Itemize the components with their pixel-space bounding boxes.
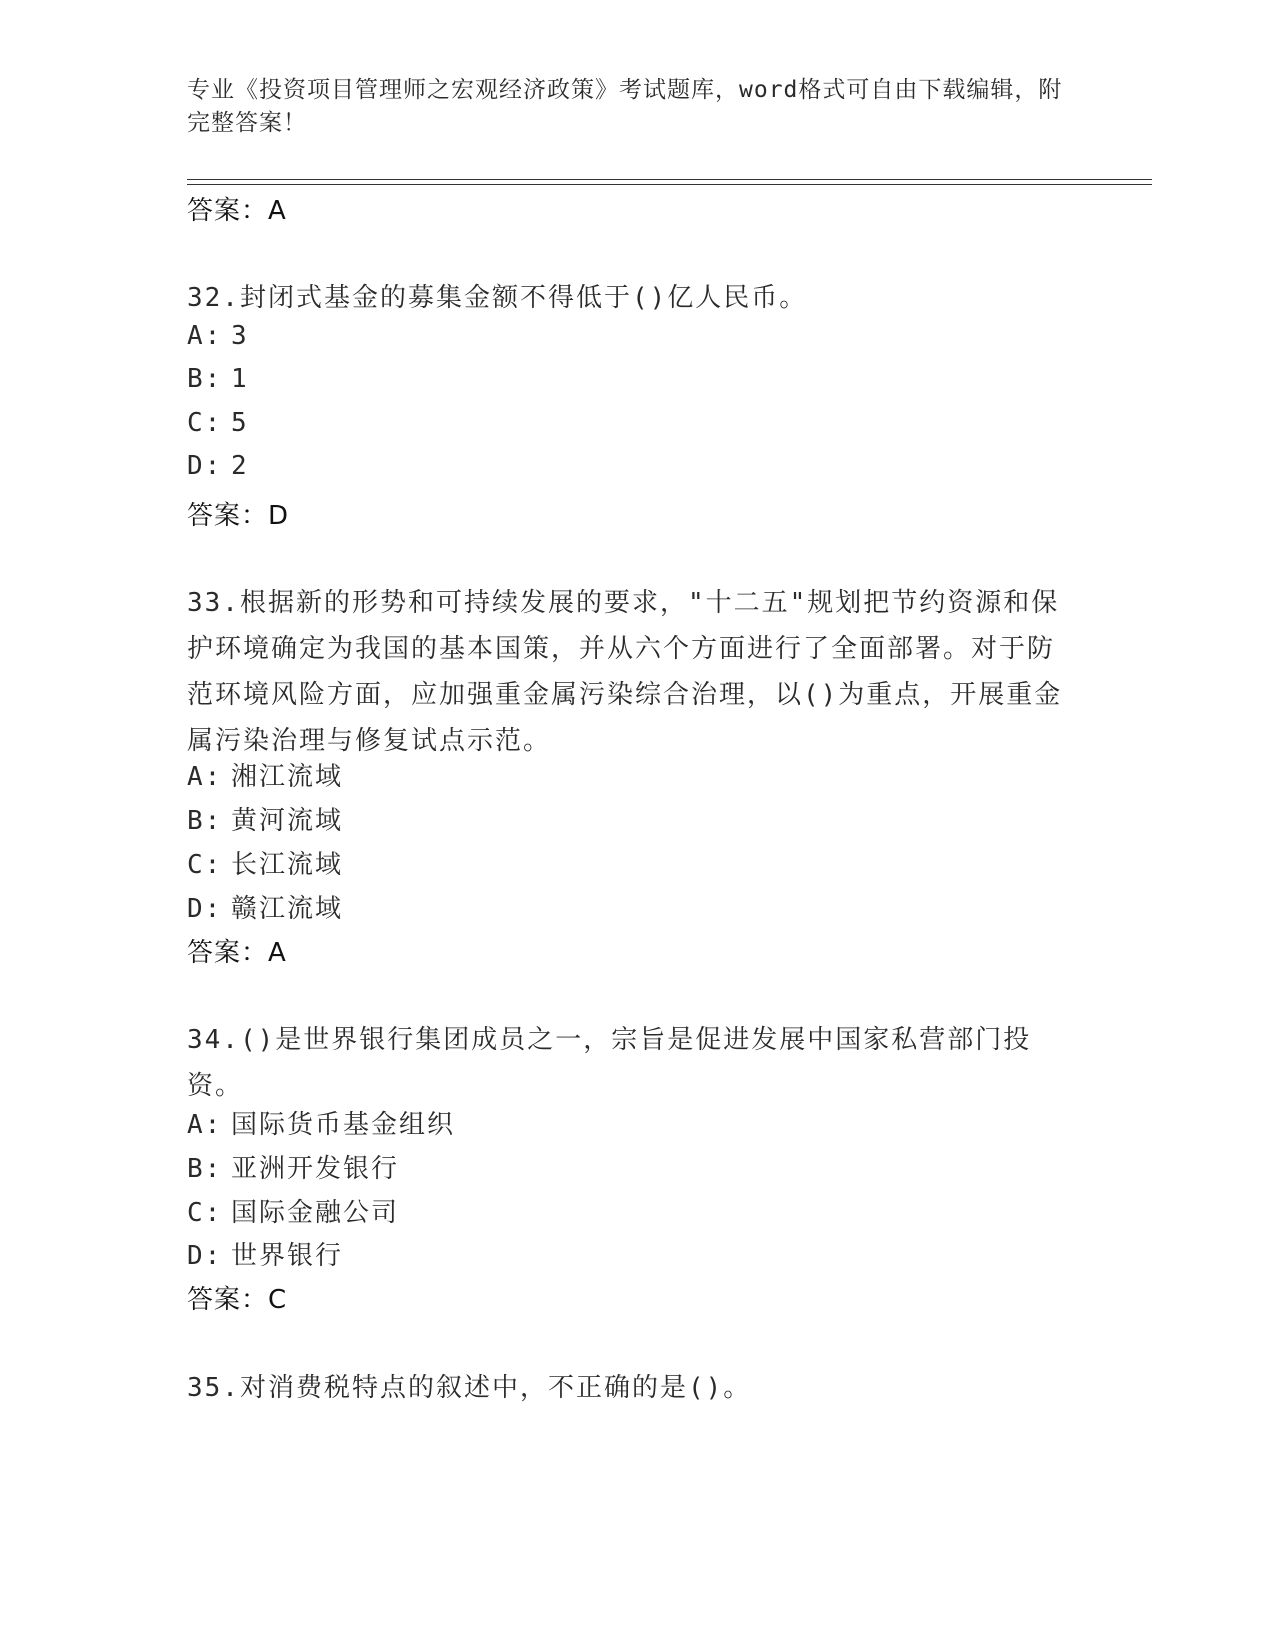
question-32-answer: 答案：D xyxy=(187,501,290,531)
question-32-option-a: A: 3 xyxy=(187,321,249,351)
question-33-answer: 答案：A xyxy=(187,938,287,968)
question-33-option-b: B: 黄河流域 xyxy=(187,806,344,836)
question-34-option-c: C: 国际金融公司 xyxy=(187,1198,400,1228)
header-divider-second xyxy=(187,184,1152,185)
question-33-option-a: A: 湘江流域 xyxy=(187,762,344,792)
question-33-option-d: D: 赣江流域 xyxy=(187,894,344,924)
document-header: 专业《投资项目管理师之宏观经济政策》考试题库，word格式可自由下载编辑，附完整答案！ xyxy=(187,77,1063,136)
answer-label: 答案：A xyxy=(187,196,287,226)
question-32-option-d: D: 2 xyxy=(187,451,249,481)
question-32-option-b: B: 1 xyxy=(187,364,249,394)
question-32-text: 32.封闭式基金的募集金额不得低于()亿人民币。 xyxy=(187,283,808,313)
question-34-answer: 答案：C xyxy=(187,1285,288,1315)
question-34-text: 34.()是世界银行集团成员之一，宗旨是促进发展中国家私营部门投资。 xyxy=(187,1025,1032,1101)
question-32-option-c: C: 5 xyxy=(187,408,249,438)
header-divider xyxy=(187,179,1152,180)
question-33-option-c: C: 长江流域 xyxy=(187,850,344,880)
question-34-option-a: A: 国际货币基金组织 xyxy=(187,1110,456,1140)
question-34-option-b: B: 亚洲开发银行 xyxy=(187,1154,400,1184)
question-35-text: 35.对消费税特点的叙述中，不正确的是()。 xyxy=(187,1373,752,1403)
question-34-option-d: D: 世界银行 xyxy=(187,1241,344,1271)
question-33-text: 33.根据新的形势和可持续发展的要求，"十二五"规划把节约资源和保护环境确定为我国的基本国策，并从六个方面进行了全面部署。对于防范环境风险方面，应加强重金属污染综合治理，以()为重点，开展重金属污染治理与修复试点示范。 xyxy=(187,588,1063,756)
